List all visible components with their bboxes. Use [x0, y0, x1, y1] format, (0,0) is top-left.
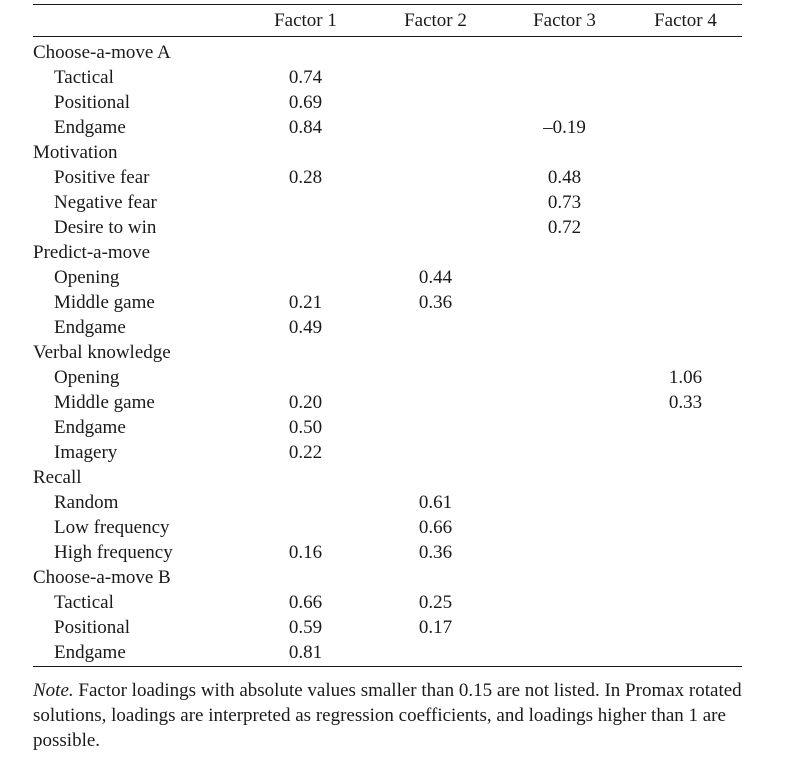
table-row	[33, 115, 742, 140]
group-header-row	[33, 40, 742, 65]
row-label: Positional	[54, 91, 131, 113]
group-title: Choose-a-move B	[33, 566, 171, 588]
loading-factor-1: 0.49	[288, 316, 323, 338]
group-header-row	[33, 340, 742, 365]
row-label: High frequency	[54, 541, 173, 563]
table-row	[33, 390, 742, 415]
loading-factor-2: 0.61	[418, 491, 453, 513]
row-label: Tactical	[54, 66, 114, 88]
loading-factor-1: 0.50	[288, 416, 323, 438]
loading-factor-2: 0.44	[418, 266, 453, 288]
table-row	[33, 415, 742, 440]
table-row	[33, 215, 742, 240]
table-body	[33, 37, 742, 666]
row-label: Imagery	[54, 441, 118, 463]
row-label: Tactical	[54, 591, 114, 613]
loading-factor-2: 0.17	[418, 616, 453, 638]
row-label: Desire to win	[54, 216, 157, 238]
table-row	[33, 190, 742, 215]
loading-factor-3: 0.48	[547, 166, 582, 188]
loading-factor-3: –0.19	[543, 116, 586, 138]
loading-factor-2: 0.25	[418, 591, 453, 613]
row-label: Middle game	[54, 391, 155, 413]
loading-factor-2: 0.36	[418, 541, 453, 563]
table-row	[33, 365, 742, 390]
table-row	[33, 315, 742, 340]
group-header-row	[33, 465, 742, 490]
bottom-rule	[33, 666, 742, 667]
loading-factor-3: 0.72	[547, 216, 582, 238]
loading-factor-1: 0.22	[288, 441, 323, 463]
row-label: Opening	[54, 366, 120, 388]
loading-factor-4: 1.06	[668, 366, 703, 388]
row-label: Opening	[54, 266, 120, 288]
loading-factor-1: 0.59	[288, 616, 323, 638]
row-label: Positive fear	[54, 166, 150, 188]
table-row	[33, 640, 742, 665]
table-row	[33, 540, 742, 565]
row-label: Endgame	[54, 641, 126, 663]
loading-factor-4: 0.33	[668, 391, 703, 413]
loading-factor-1: 0.21	[288, 291, 323, 313]
loading-factor-2: 0.36	[418, 291, 453, 313]
loading-factor-1: 0.16	[288, 541, 323, 563]
header-factor-4: Factor 4	[654, 9, 717, 31]
table-row	[33, 165, 742, 190]
table-row	[33, 515, 742, 540]
row-label: Endgame	[54, 416, 126, 438]
table-row	[33, 590, 742, 615]
loading-factor-3: 0.73	[547, 191, 582, 213]
group-title: Recall	[33, 466, 82, 488]
table-row	[33, 65, 742, 90]
loading-factor-1: 0.84	[288, 116, 323, 138]
table-row	[33, 490, 742, 515]
header-factor-1: Factor 1	[274, 9, 337, 31]
row-label: Low frequency	[54, 516, 170, 538]
row-label: Positional	[54, 616, 131, 638]
group-title: Motivation	[33, 141, 118, 163]
header-factor-3: Factor 3	[533, 9, 596, 31]
row-label: Negative fear	[54, 191, 157, 213]
group-title: Predict-a-move	[33, 241, 151, 263]
row-label: Endgame	[54, 116, 126, 138]
loading-factor-1: 0.66	[288, 591, 323, 613]
note-label: Note.	[33, 680, 74, 701]
loading-factor-1: 0.74	[288, 66, 323, 88]
table-row	[33, 290, 742, 315]
table-row	[33, 440, 742, 465]
table-row	[33, 90, 742, 115]
row-label: Random	[54, 491, 119, 513]
table-row	[33, 615, 742, 640]
header-row	[33, 5, 742, 36]
group-header-row	[33, 565, 742, 590]
loading-factor-1: 0.20	[288, 391, 323, 413]
header-factor-2: Factor 2	[404, 9, 467, 31]
loading-factor-1: 0.28	[288, 166, 323, 188]
row-label: Middle game	[54, 291, 155, 313]
loading-factor-1: 0.69	[288, 91, 323, 113]
group-title: Verbal knowledge	[33, 341, 171, 363]
row-label: Endgame	[54, 316, 126, 338]
table-row	[33, 265, 742, 290]
table-note	[33, 678, 745, 753]
loading-factor-2: 0.66	[418, 516, 453, 538]
group-header-row	[33, 240, 742, 265]
loading-factor-1: 0.81	[288, 641, 323, 663]
factor-loadings-table	[33, 4, 742, 667]
group-header-row	[33, 140, 742, 165]
group-title: Choose-a-move A	[33, 41, 171, 63]
note-text: Factor loadings with absolute values smaller than 0.15 are not listed. In Promax rotated solutions, loadings are interpreted as regression coefficients, and loadings higher than 1 are possible.	[33, 680, 742, 751]
